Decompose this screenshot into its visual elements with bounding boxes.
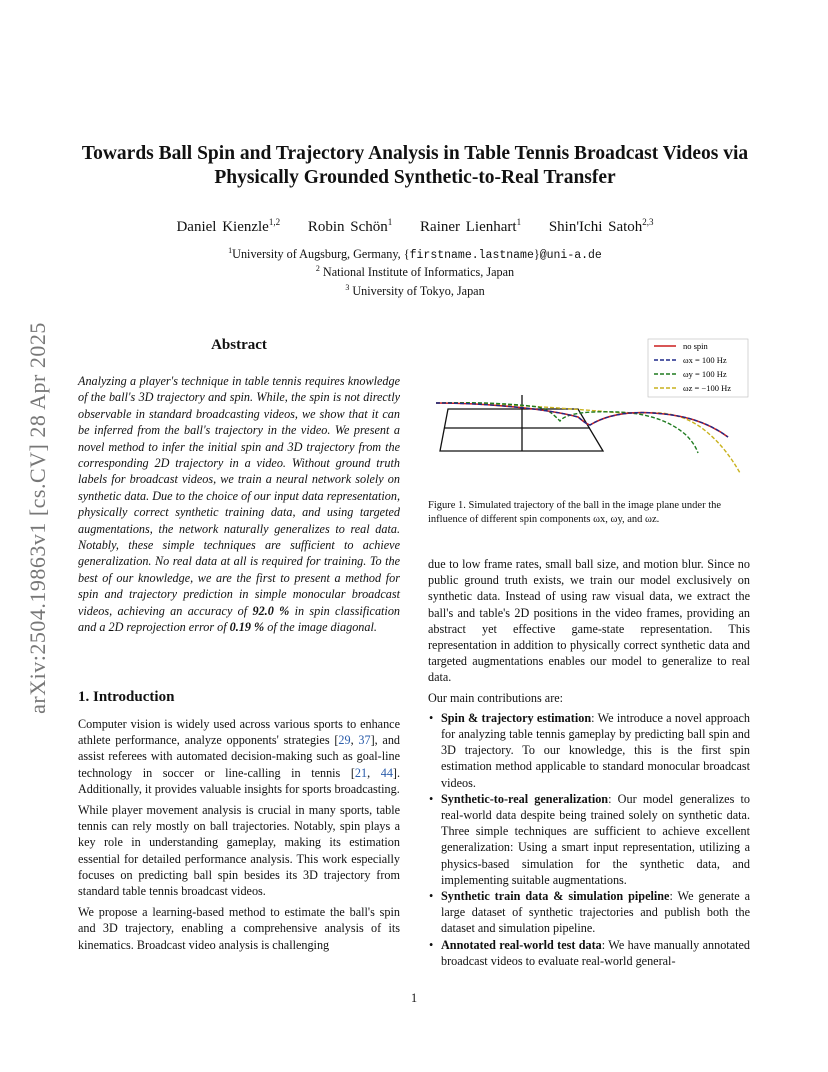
citation-link[interactable]: 37 <box>358 733 371 748</box>
affiliation-1: $^1$University of Augsburg, Germany, {firstname.lastname}@uni-a.de <box>228 246 602 263</box>
intro-paragraph-3: We propose a learning-based method to estimate the ball's spin and 3D trajectory, enabling a comprehensive analysis of its kinematics. Broadcast video analysis is challenging <box>78 905 400 952</box>
intro-body <box>78 716 400 958</box>
list-item: • Synthetic train data & simulation pipeline: We generate a large dataset of synthetic trajectories and publish both the dataset and simulation pipeline. <box>441 888 750 937</box>
list-item: • Annotated real-world test data: We have manually annotated broadcast videos to evaluate real-world general- <box>441 937 750 969</box>
contributions-list <box>428 710 750 969</box>
paper-title <box>70 142 760 190</box>
author: Robin Schön$^1$ <box>307 217 393 235</box>
affiliation-2: $^2$ National Institute of Informatics, Japan <box>315 264 515 280</box>
svg-text:ωz = −100 Hz: ωz = −100 Hz <box>683 383 731 393</box>
trajectory-plot <box>428 335 750 495</box>
title-line-2: Physically Grounded Synthetic-to-Real Transfer <box>214 167 616 188</box>
trajectory-omega-x <box>436 403 728 437</box>
figure-1-caption: Figure 1. Simulated trajectory of the ball in the image plane under the influence of different spin components ωx, ωy, and ωz. <box>428 500 722 525</box>
intro-paragraph-1: Computer vision is widely used across various sports to enhance athlete performance, analyze opponents' strategies [29, 37], and assist referees with automated decision-making such as goal-line technology in soccer or line-calling in tennis [21, 44]. Additionally, it provides valuable insights for sports broadcasting. <box>78 717 401 796</box>
page-number: 1 <box>410 991 418 1005</box>
right-paragraph-1: due to low frame rates, small ball size, and motion blur. Since no public ground truth exists, we train our model exclusively on synthetic data. Instead of using raw visual data, we extract the ball's and table's 2D positions in the video frames, providing an abstract yet effective game-state representation. This representation in addition to physically correct synthetic data and targeted augmentations enables our model to generalize to real data. <box>428 557 750 685</box>
abstract-heading: Abstract <box>211 337 267 353</box>
list-item: • Synthetic-to-real generalization: Our model generalizes to real-world data despite being trained solely on synthetic data. Three simple techniques are sufficient to achieve excellent generalization: Using a smart input representation, utilizing a physics-based simulation for the synthetic data, and implementing suitable augmentations. <box>441 791 750 888</box>
right-column-body <box>428 556 750 969</box>
svg-text:ωx = 100 Hz: ωx = 100 Hz <box>683 355 727 365</box>
figure-1 <box>428 335 750 495</box>
svg-text:ωy = 100 Hz: ωy = 100 Hz <box>683 369 727 379</box>
right-paragraph-2: Our main contributions are: <box>428 690 564 705</box>
arxiv-stamp-text: arXiv:2504.19863v1 [cs.CV] 28 Apr 2025 <box>25 322 50 714</box>
affiliation-3: $^3$ University of Tokyo, Japan <box>345 283 485 299</box>
section-heading-introduction: 1. Introduction <box>78 689 175 705</box>
citation-link[interactable]: 21 <box>354 765 368 780</box>
author: Daniel Kienzle$^{1,2}$ <box>176 217 281 235</box>
intro-paragraph-2: While player movement analysis is crucial in many sports, table tennis can rely mostly on ball trajectories. Notably, spin plays a key role in understanding gameplay, making its estimation essential for detailed performance analysis. This work especially focuses on predicting ball spin besides its 3D trajectory from standard table tennis broadcast videos. <box>78 803 400 899</box>
svg-text:no spin: no spin <box>683 341 708 351</box>
title-line-1: Towards Ball Spin and Trajectory Analysis in Table Tennis Broadcast Videos via <box>81 143 749 164</box>
author: Shin'Ichi Satoh$^{2,3}$ <box>548 217 654 235</box>
author-list <box>70 217 760 236</box>
citation-link[interactable]: 29 <box>338 733 351 748</box>
trajectory-omega-z <box>436 403 740 473</box>
list-item: • Spin & trajectory estimation: We introduce a novel approach for analyzing table tennis gameplay by predicting ball spin and 3D trajectory. To our knowledge, this is the first spin estimation method applicable to standard monocular broadcast videos. <box>441 710 750 791</box>
arxiv-stamp <box>18 268 58 768</box>
citation-link[interactable]: 44 <box>380 765 393 780</box>
author: Rainer Lienhart$^1$ <box>420 217 522 235</box>
abstract-text: Analyzing a player's technique in table tennis requires knowledge of the ball's 3D trajectory and spin. While, the spin is not directly observable in standard broadcasting videos, we show that it can be inferred from the ball's trajectory in the video. We present a novel method to infer the initial spin and 3D trajectory from the corresponding 2D trajectory in a video. Without ground truth labels for broadcast videos, we train a neural network solely on synthetic data. Due to the choice of our input data representation, physically correct synthetic training data, and using targeted augmentations, the network naturally generalizes to real data. Notably, these simple techniques are sufficient to achieve generalization. No real data at all is required for training. To the best of our knowledge, we are the first to present a method for spin and trajectory prediction in simple monocular broadcast videos, achieving an accuracy of 92.0 % in spin classification and a 2D reprojection error of 0.19 % of the image diagonal. <box>78 374 401 635</box>
